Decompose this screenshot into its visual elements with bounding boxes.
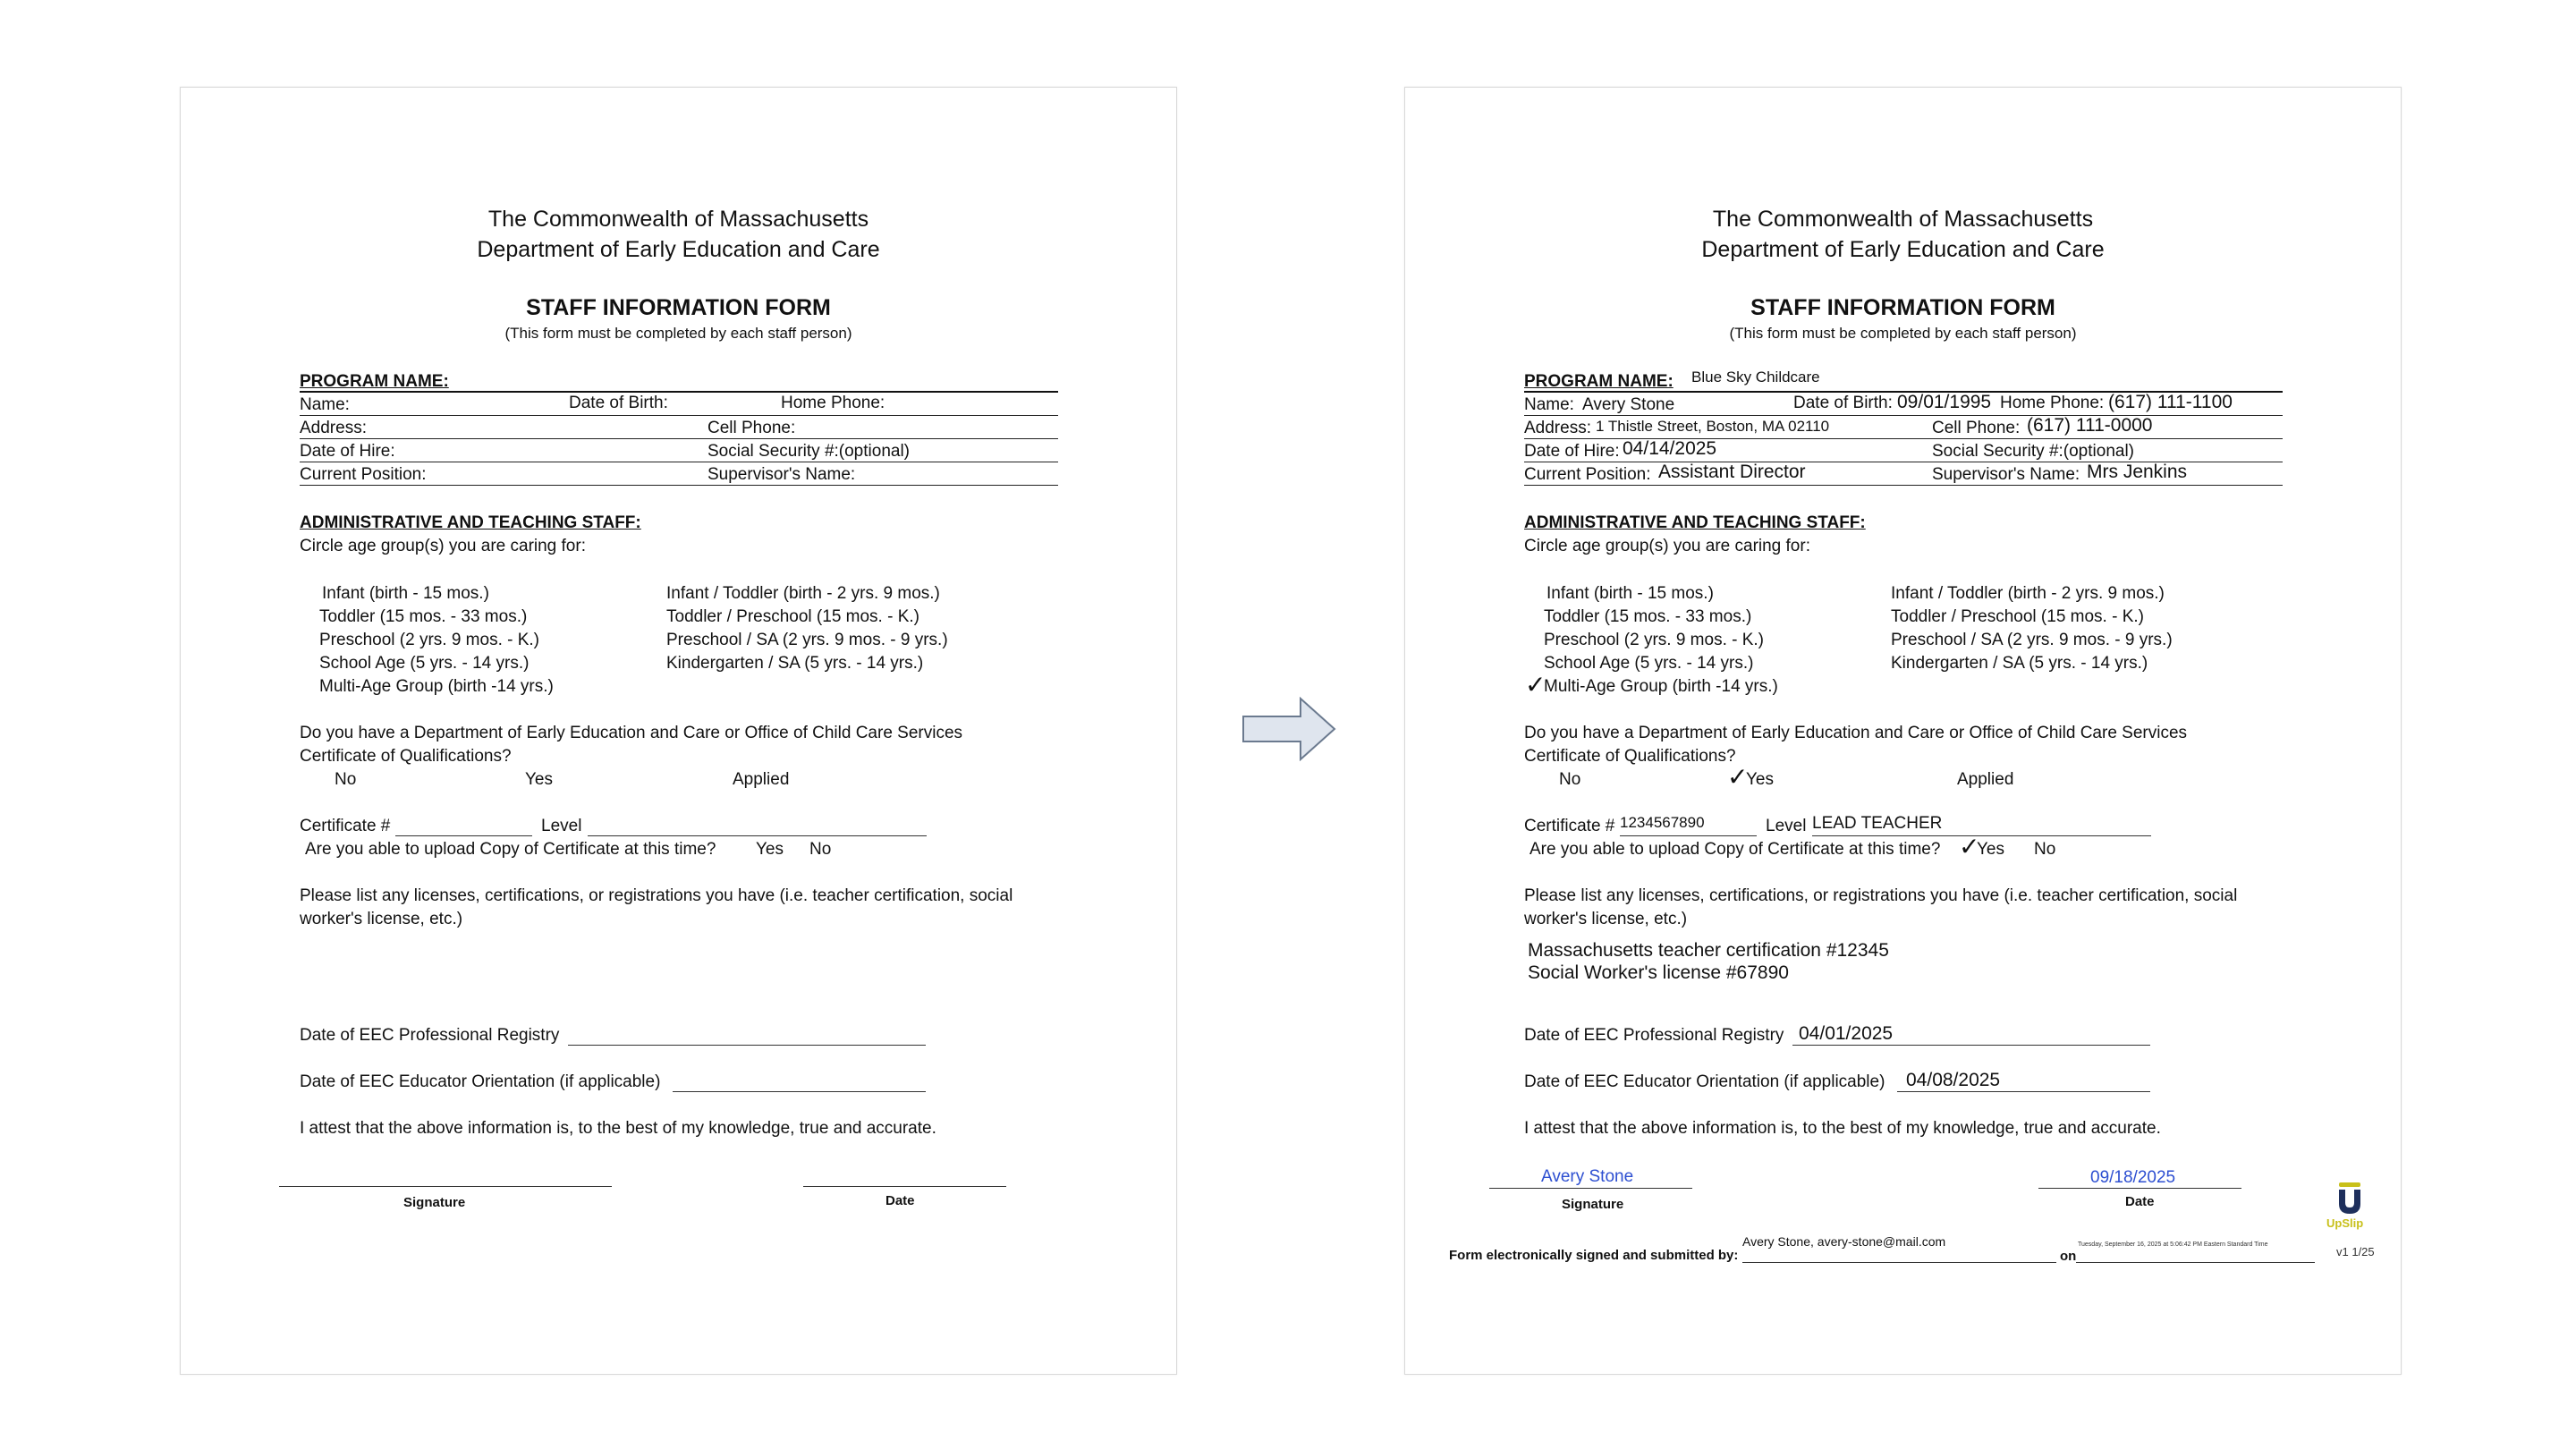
cert-question: Do you have a Department of Early Education and Care or Office of Child Care Services bbox=[300, 724, 963, 742]
program-name-value: Blue Sky Childcare bbox=[1691, 369, 1820, 386]
check-mark-icon: ✓ bbox=[1959, 833, 1980, 860]
admin-heading: ADMINISTRATIVE AND TEACHING STAFF: bbox=[1524, 513, 1866, 532]
position-value: Assistant Director bbox=[1658, 462, 1806, 482]
cell-phone-label: Cell Phone: bbox=[708, 419, 796, 437]
upload-option-no: No bbox=[2034, 840, 2056, 859]
name-label: Name: bbox=[300, 395, 350, 414]
licenses-prompt: Please list any licenses, certifications, or registrations you have (i.e. teacher certification, social bbox=[1524, 886, 2238, 905]
license-entry: Social Worker's license #67890 bbox=[1528, 962, 1789, 983]
sign-date-value: 09/18/2025 bbox=[2090, 1168, 2176, 1187]
certificate-label: Certificate # bbox=[300, 817, 391, 835]
brand-name: UpSlip bbox=[2326, 1216, 2364, 1230]
cell-phone-label: Cell Phone: bbox=[1932, 419, 2021, 437]
address-value: 1 Thistle Street, Boston, MA 02110 bbox=[1596, 418, 1830, 435]
org-line-1: The Commonwealth of Massachusetts bbox=[1712, 207, 2094, 232]
age-group-option: Preschool (2 yrs. 9 mos. - K.) bbox=[1544, 631, 1765, 649]
certificate-label: Certificate # bbox=[1524, 817, 1615, 835]
upslip-logo-icon bbox=[2334, 1181, 2366, 1216]
attest-text: I attest that the above information is, to the best of my knowledge, true and accurate. bbox=[300, 1119, 936, 1138]
e-signed-label: Form electronically signed and submitted by: bbox=[1449, 1248, 1739, 1263]
date-caption: Date bbox=[2125, 1194, 2155, 1209]
age-group-option: Kindergarten / SA (5 yrs. - 14 yrs.) bbox=[666, 654, 924, 673]
home-phone-label: Home Phone: bbox=[781, 394, 886, 412]
blank-form-page bbox=[180, 87, 1177, 1375]
submitted-on-value: Tuesday, September 16, 2025 at 5:06:42 PM Eastern Standard Time bbox=[2078, 1241, 2268, 1248]
form-title: STAFF INFORMATION FORM bbox=[1750, 295, 2055, 320]
upload-option-yes: Yes bbox=[756, 840, 784, 859]
hire-date-label: Date of Hire: bbox=[1524, 442, 1620, 461]
address-label: Address: bbox=[300, 419, 367, 437]
age-group-option-selected: Multi-Age Group (birth -14 yrs.) bbox=[1544, 677, 1778, 696]
row-rule bbox=[300, 485, 1058, 486]
name-value: Avery Stone bbox=[1582, 395, 1675, 414]
form-subtitle: (This form must be completed by each staff person) bbox=[1729, 325, 2077, 342]
program-name-label: PROGRAM NAME: bbox=[1524, 372, 1674, 391]
cell-phone-value: (617) 111-0000 bbox=[2027, 415, 2153, 436]
signature-caption: Signature bbox=[403, 1195, 466, 1210]
orientation-date-value: 04/08/2025 bbox=[1906, 1070, 2001, 1090]
upload-question: Are you able to upload Copy of Certificate at this time? bbox=[1530, 840, 1941, 859]
registry-date-value: 04/01/2025 bbox=[1799, 1023, 1894, 1044]
age-group-option: School Age (5 yrs. - 14 yrs.) bbox=[1544, 654, 1754, 673]
licenses-prompt: Please list any licenses, certifications, or registrations you have (i.e. teacher certification, social bbox=[300, 886, 1013, 905]
age-group-option: Toddler / Preschool (15 mos. - K.) bbox=[666, 607, 919, 626]
position-label: Current Position: bbox=[300, 465, 427, 484]
age-group-option: Toddler (15 mos. - 33 mos.) bbox=[1544, 607, 1752, 626]
supervisor-label: Supervisor's Name: bbox=[1932, 465, 2080, 484]
date-caption: Date bbox=[886, 1193, 915, 1208]
licenses-prompt-2: worker's license, etc.) bbox=[1524, 910, 1688, 928]
signature-line bbox=[279, 1186, 612, 1187]
circle-age-text: Circle age group(s) you are caring for: bbox=[1524, 537, 1810, 555]
age-group-option: Infant / Toddler (birth - 2 yrs. 9 mos.) bbox=[666, 584, 940, 603]
level-blank bbox=[1812, 835, 2151, 836]
orientation-blank bbox=[1897, 1091, 2150, 1092]
age-group-option: Toddler (15 mos. - 33 mos.) bbox=[319, 607, 528, 626]
cert-option-applied: Applied bbox=[733, 770, 790, 789]
licenses-prompt-2: worker's license, etc.) bbox=[300, 910, 463, 928]
upload-option-yes-selected: Yes bbox=[1977, 840, 2004, 859]
age-group-option: Kindergarten / SA (5 yrs. - 14 yrs.) bbox=[1891, 654, 2148, 673]
check-mark-icon: ✓ bbox=[1727, 763, 1749, 791]
dob-label: Date of Birth: bbox=[1793, 394, 1893, 412]
submitted-on-line bbox=[2076, 1262, 2315, 1263]
hire-date-value: 04/14/2025 bbox=[1623, 438, 1717, 459]
dob-value: 09/01/1995 bbox=[1897, 392, 1992, 412]
age-group-option: Preschool (2 yrs. 9 mos. - K.) bbox=[319, 631, 540, 649]
ssn-label: Social Security #:(optional) bbox=[1932, 442, 2134, 461]
cert-option-yes-selected: Yes bbox=[1746, 770, 1774, 789]
signature-value: Avery Stone bbox=[1541, 1167, 1634, 1186]
cert-option-no: No bbox=[335, 770, 357, 789]
level-blank bbox=[588, 835, 927, 836]
registry-label: Date of EEC Professional Registry bbox=[1524, 1026, 1784, 1045]
signature-line bbox=[1489, 1188, 1692, 1189]
ssn-label: Social Security #:(optional) bbox=[708, 442, 910, 461]
row-rule bbox=[1524, 485, 2283, 486]
cert-question-2: Certificate of Qualifications? bbox=[300, 747, 512, 766]
version-label: v1 1/25 bbox=[2336, 1245, 2375, 1258]
orientation-label: Date of EEC Educator Orientation (if applicable) bbox=[300, 1072, 661, 1091]
registry-blank bbox=[1792, 1045, 2150, 1046]
age-group-option: Multi-Age Group (birth -14 yrs.) bbox=[319, 677, 554, 696]
cert-question: Do you have a Department of Early Education and Care or Office of Child Care Services bbox=[1524, 724, 2188, 742]
submitted-by-line bbox=[1742, 1262, 2056, 1263]
license-entry: Massachusetts teacher certification #12345 bbox=[1528, 940, 1889, 961]
orientation-label: Date of EEC Educator Orientation (if applicable) bbox=[1524, 1072, 1885, 1091]
certificate-blank bbox=[395, 835, 532, 836]
orientation-blank bbox=[673, 1091, 926, 1092]
level-label: Level bbox=[541, 817, 582, 835]
age-group-option: Preschool / SA (2 yrs. 9 mos. - 9 yrs.) bbox=[666, 631, 948, 649]
age-group-option: Infant (birth - 15 mos.) bbox=[322, 584, 489, 603]
check-mark-icon: ✓ bbox=[1525, 671, 1546, 699]
program-name-label: PROGRAM NAME: bbox=[300, 372, 449, 391]
row-rule bbox=[1524, 415, 2283, 416]
address-label: Address: bbox=[1524, 419, 1591, 437]
upload-option-no: No bbox=[809, 840, 832, 859]
home-phone-label: Home Phone: bbox=[2000, 394, 2105, 412]
org-line-1: The Commonwealth of Massachusetts bbox=[487, 207, 869, 232]
registry-label: Date of EEC Professional Registry bbox=[300, 1026, 560, 1045]
certificate-value: 1234567890 bbox=[1620, 814, 1705, 831]
supervisor-label: Supervisor's Name: bbox=[708, 465, 856, 484]
attest-text: I attest that the above information is, to the best of my knowledge, true and accurate. bbox=[1524, 1119, 2161, 1138]
cert-question-2: Certificate of Qualifications? bbox=[1524, 747, 1736, 766]
completed-form-page bbox=[1404, 87, 2402, 1375]
admin-heading: ADMINISTRATIVE AND TEACHING STAFF: bbox=[300, 513, 641, 532]
hire-date-label: Date of Hire: bbox=[300, 442, 395, 461]
upload-question: Are you able to upload Copy of Certificate at this time? bbox=[305, 840, 716, 859]
date-line bbox=[803, 1186, 1006, 1187]
age-group-option: Infant (birth - 15 mos.) bbox=[1546, 584, 1714, 603]
row-rule bbox=[300, 415, 1058, 416]
cert-option-no: No bbox=[1559, 770, 1581, 789]
circle-age-text: Circle age group(s) you are caring for: bbox=[300, 537, 586, 555]
supervisor-value: Mrs Jenkins bbox=[2087, 462, 2188, 482]
name-label: Name: bbox=[1524, 395, 1574, 414]
org-line-2: Department of Early Education and Care bbox=[477, 237, 880, 262]
signature-caption: Signature bbox=[1562, 1197, 1624, 1212]
position-label: Current Position: bbox=[1524, 465, 1651, 484]
org-line-2: Department of Early Education and Care bbox=[1701, 237, 2105, 262]
date-line bbox=[2038, 1188, 2241, 1189]
right-arrow-icon bbox=[1241, 697, 1336, 761]
level-label: Level bbox=[1766, 817, 1807, 835]
certificate-blank bbox=[1620, 835, 1757, 836]
age-group-option: Toddler / Preschool (15 mos. - K.) bbox=[1891, 607, 2144, 626]
cert-option-applied: Applied bbox=[1957, 770, 2014, 789]
age-group-option: School Age (5 yrs. - 14 yrs.) bbox=[319, 654, 530, 673]
level-value: LEAD TEACHER bbox=[1812, 814, 1943, 833]
home-phone-value: (617) 111-1100 bbox=[2108, 392, 2233, 412]
age-group-option: Infant / Toddler (birth - 2 yrs. 9 mos.) bbox=[1891, 584, 2165, 603]
row-rule bbox=[300, 438, 1058, 439]
cert-option-yes: Yes bbox=[525, 770, 553, 789]
registry-blank bbox=[568, 1045, 926, 1046]
submitted-by-value: Avery Stone, avery-stone@mail.com bbox=[1742, 1234, 1946, 1249]
form-title: STAFF INFORMATION FORM bbox=[526, 295, 831, 320]
header-rule bbox=[300, 391, 1058, 393]
form-subtitle: (This form must be completed by each staff person) bbox=[504, 325, 852, 342]
dob-label: Date of Birth: bbox=[569, 394, 668, 412]
on-label: on bbox=[2060, 1249, 2077, 1264]
age-group-option: Preschool / SA (2 yrs. 9 mos. - 9 yrs.) bbox=[1891, 631, 2173, 649]
